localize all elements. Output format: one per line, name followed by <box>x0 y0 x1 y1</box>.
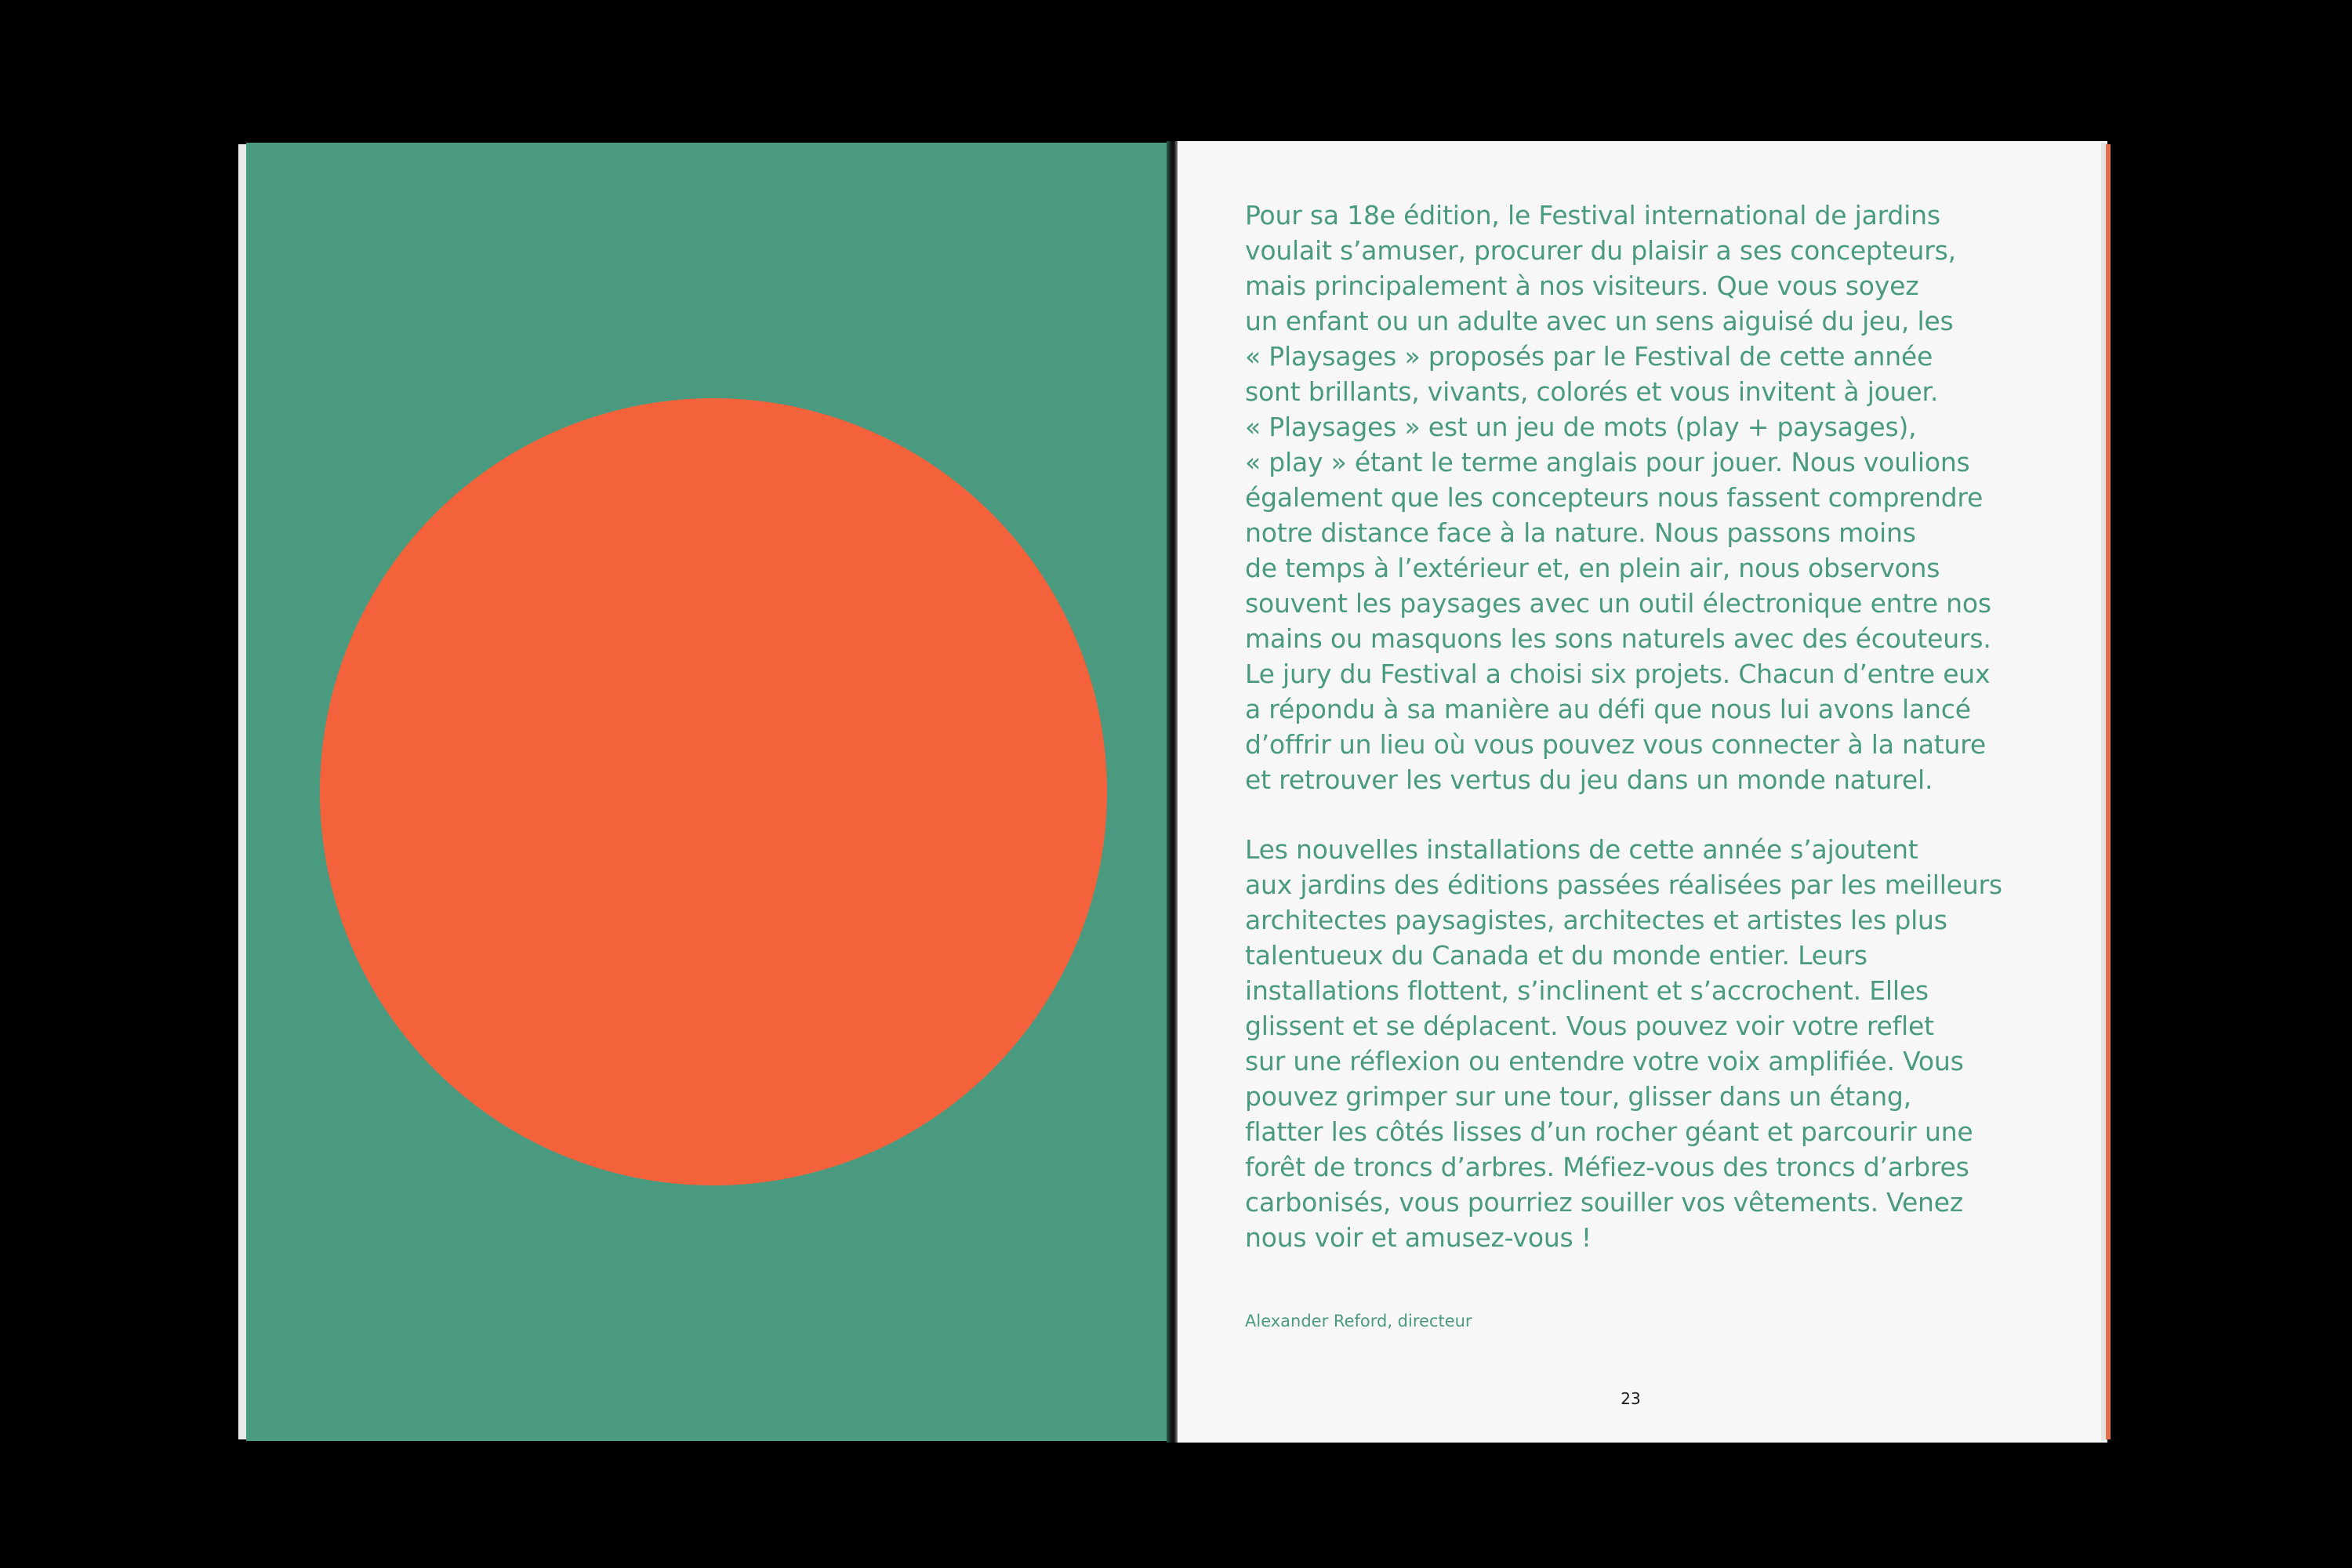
text-line: « Playsages » proposés par le Festival de cette année <box>1245 341 1933 372</box>
text-line: nous voir et amusez-vous ! <box>1245 1222 1592 1253</box>
text-line: carbonisés, vous pourriez souiller vos vêtements. Venez <box>1245 1187 1963 1218</box>
text-line: Pour sa 18e édition, le Festival international de jardins <box>1245 200 1940 230</box>
right-page-orange-edge <box>2106 144 2111 1439</box>
text-line: mains ou masquons les sons naturels avec des écouteurs. <box>1245 623 1991 654</box>
paragraph-1 <box>1245 198 2045 797</box>
text-line: pouvez grimper sur une tour, glisser dans un étang, <box>1245 1081 1911 1112</box>
text-line: « Playsages » est un jeu de mots (play + paysages), <box>1245 412 1917 442</box>
text-line: a répondu à sa manière au défi que nous lui avons lancé <box>1245 694 1971 724</box>
text-line: talentueux du Canada et du monde entier. Leurs <box>1245 940 1867 971</box>
text-line: flatter les côtés lisses d’un rocher géant et parcourir une <box>1245 1116 1973 1147</box>
text-line: de temps à l’extérieur et, en plein air, nous observons <box>1245 553 1940 583</box>
page-number: 23 <box>1621 1389 1641 1408</box>
text-line: mais principalement à nos visiteurs. Que vous soyez <box>1245 270 1919 301</box>
signature: Alexander Reford, directeur <box>1245 1312 1472 1330</box>
paragraph-2 <box>1245 832 2045 1255</box>
text-line: souvent les paysages avec un outil électronique entre nos <box>1245 588 1991 619</box>
text-line: également que les concepteurs nous fassent comprendre <box>1245 482 1984 513</box>
text-line: un enfant ou un adulte avec un sens aiguisé du jeu, les <box>1245 306 1954 336</box>
body-text <box>1245 198 2045 1255</box>
text-line: d’offrir un lieu où vous pouvez vous connecter à la nature <box>1245 729 1986 760</box>
text-line: glissent et se déplacent. Vous pouvez voir votre reflet <box>1245 1011 1934 1041</box>
text-line: aux jardins des éditions passées réalisées par les meilleurs <box>1245 869 2002 900</box>
text-line: sont brillants, vivants, colorés et vous invitent à jouer. <box>1245 376 1939 407</box>
text-line: Les nouvelles installations de cette année s’ajoutent <box>1245 834 1918 865</box>
text-line: Le jury du Festival a choisi six projets. Chacun d’entre eux <box>1245 659 1991 689</box>
orange-circle <box>320 398 1107 1185</box>
text-line: architectes paysagistes, architectes et artistes les plus <box>1245 905 1947 935</box>
text-line: forêt de troncs d’arbres. Méfiez-vous des troncs d’arbres <box>1245 1152 1969 1182</box>
text-line: et retrouver les vertus du jeu dans un monde naturel. <box>1245 764 1933 795</box>
text-line: notre distance face à la nature. Nous passons moins <box>1245 517 1916 548</box>
text-line: sur une réflexion ou entendre votre voix amplifiée. Vous <box>1245 1046 1964 1076</box>
text-line: voulait s’amuser, procurer du plaisir a ses concepteurs, <box>1245 235 1956 266</box>
text-line: installations flottent, s’inclinent et s’accrochent. Elles <box>1245 975 1929 1006</box>
text-line: « play » étant le terme anglais pour jouer. Nous voulions <box>1245 447 1970 477</box>
